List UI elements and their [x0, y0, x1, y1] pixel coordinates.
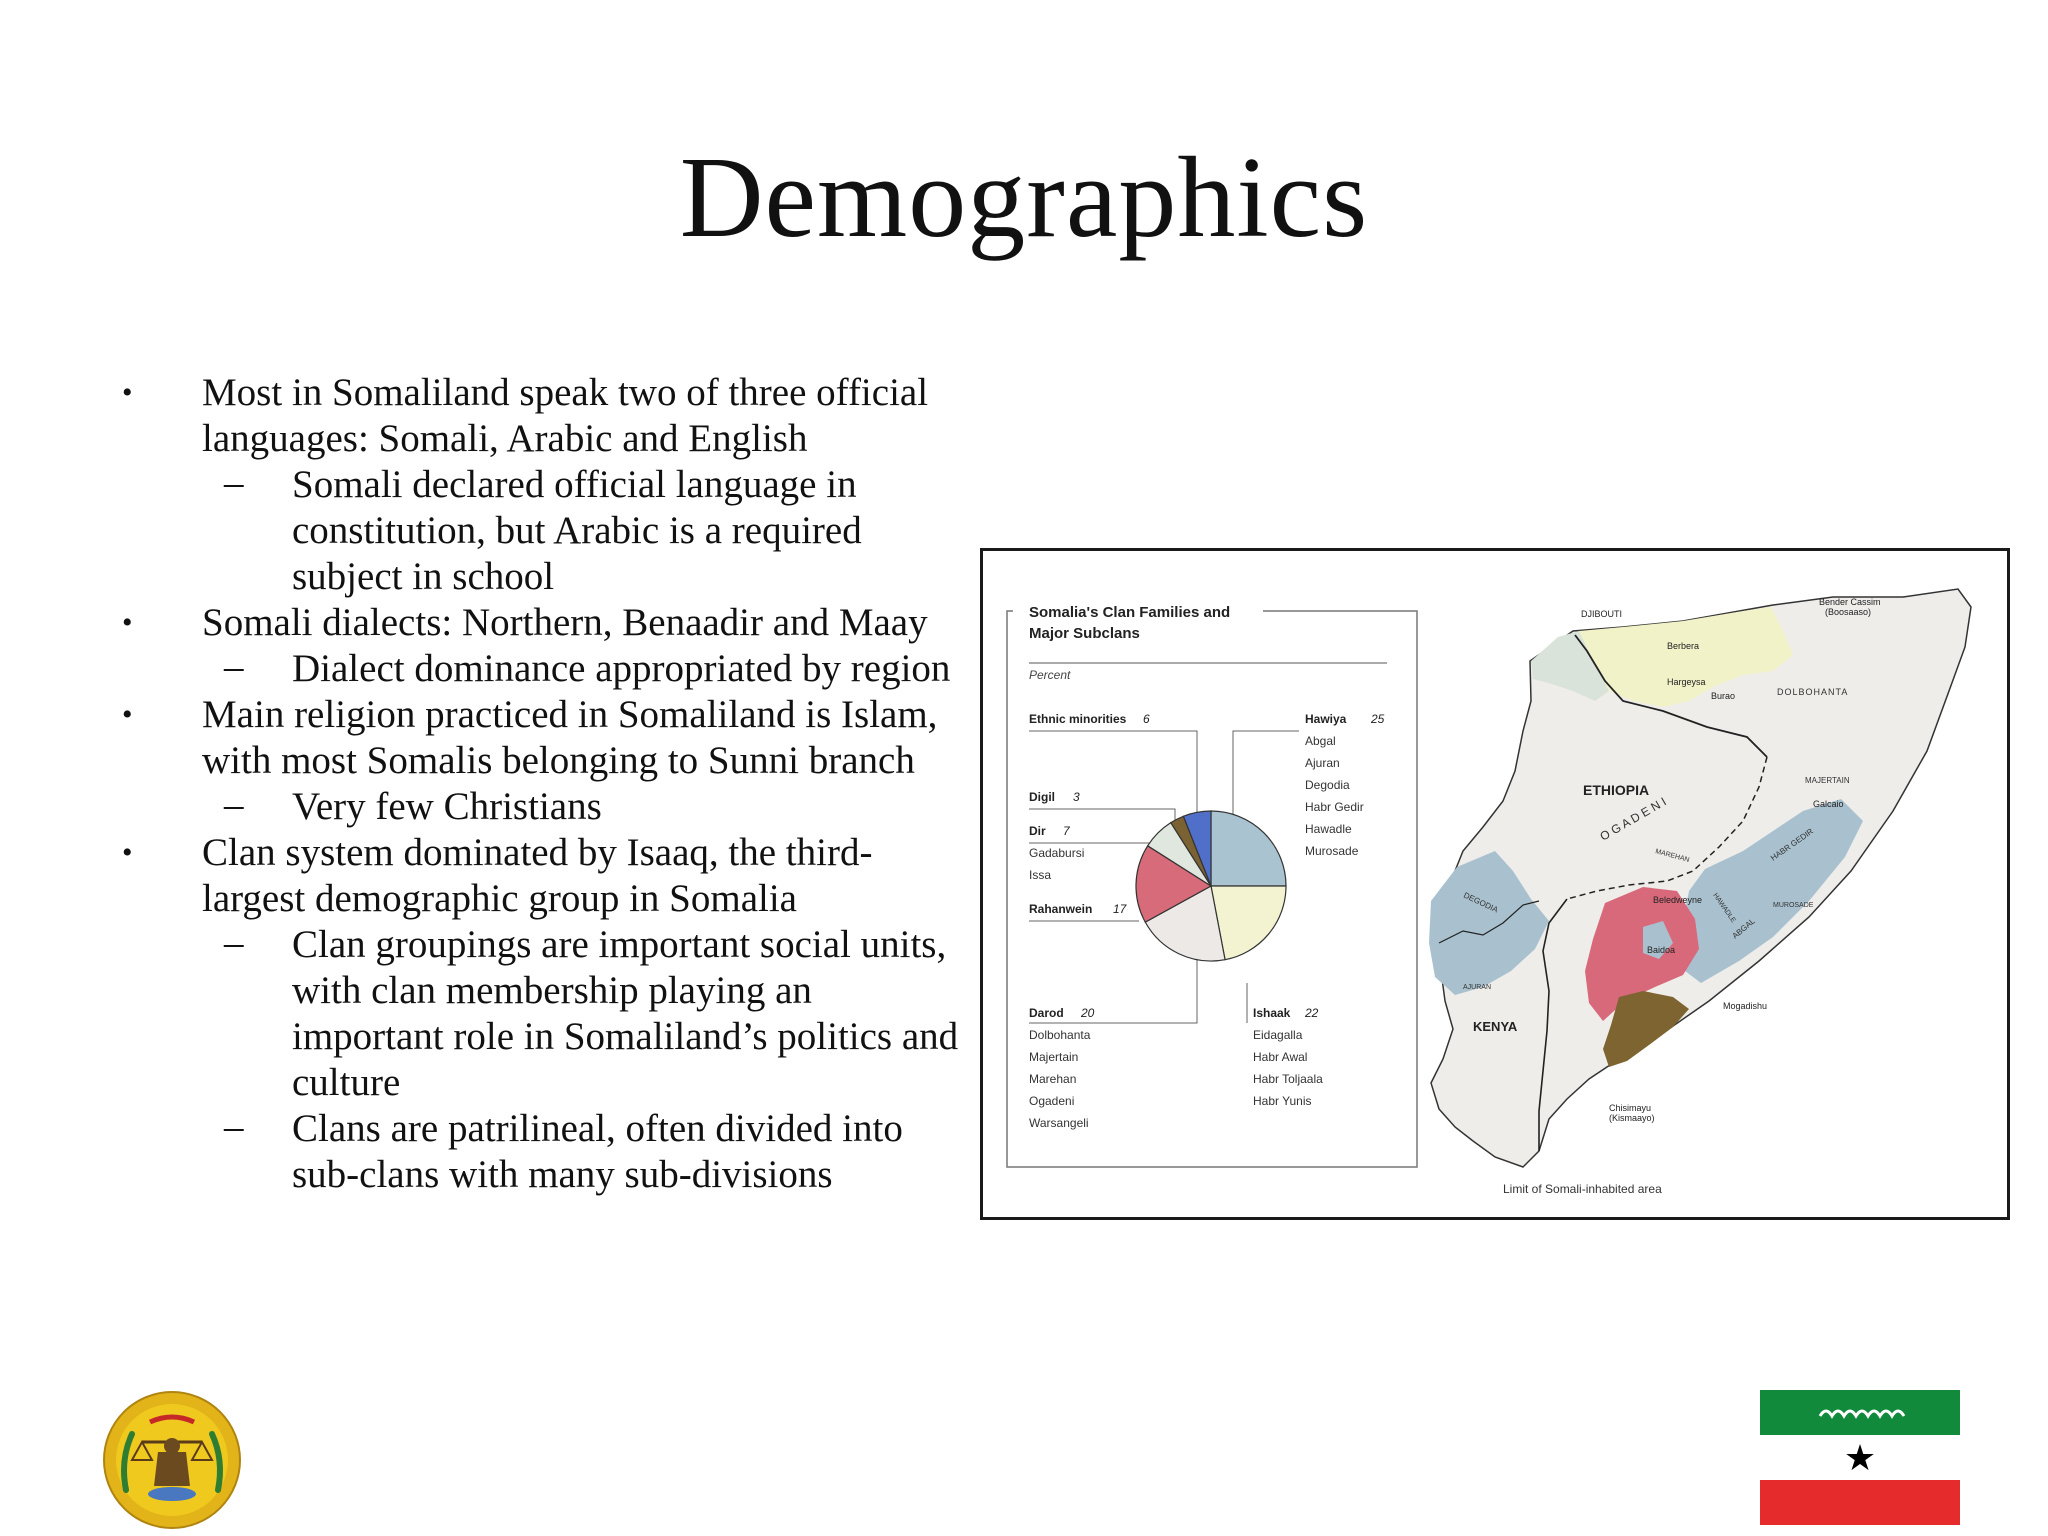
- sub-bullet-text: Somali declared official language in constitution, but Arabic is a required subject in school: [292, 463, 862, 598]
- darod-member: Majertain: [1029, 1050, 1079, 1064]
- eagle-body-icon: [154, 1452, 190, 1486]
- dir-label: Dir: [1029, 824, 1046, 838]
- sub-bullet-marker: –: [224, 783, 244, 826]
- digil-label: Digil: [1029, 790, 1055, 804]
- rahanwein-value: 17: [1113, 902, 1127, 916]
- map-label-kenya: KENYA: [1473, 1019, 1518, 1034]
- hawiya-label: Hawiya: [1305, 712, 1347, 726]
- hawiya-member: Abgal: [1305, 734, 1336, 748]
- sub-bullet-marker: –: [224, 1105, 244, 1148]
- dir-member: Gadabursi: [1029, 846, 1085, 860]
- sub-bullet-item: [110, 462, 970, 600]
- darod-member: Dolbohanta: [1029, 1028, 1091, 1042]
- leader-line: [1233, 731, 1299, 821]
- hawiya-member: Ajuran: [1305, 756, 1340, 770]
- ishaak-member: Eidagalla: [1253, 1028, 1303, 1042]
- hawiya-member: Murosade: [1305, 844, 1359, 858]
- sub-bullet-item: [110, 646, 970, 692]
- legend-title-line2: Major Subclans: [1029, 625, 1140, 642]
- map-label-hawadle: HAWADLE: [1711, 892, 1737, 925]
- digil-value: 3: [1073, 790, 1080, 804]
- sub-bullet-text: Very few Christians: [292, 785, 602, 828]
- hawiya-member: Habr Gedir: [1305, 800, 1364, 814]
- map-label-degodia: DEGODIA: [1462, 890, 1500, 915]
- sub-bullet-item: [110, 1106, 970, 1198]
- ethnic-minorities-label: Ethnic minorities: [1029, 712, 1127, 726]
- bullet-marker: •: [122, 698, 133, 731]
- bullet-item: [110, 692, 970, 784]
- map-label-berbera: Berbera: [1667, 641, 1700, 651]
- bullet-text: Somali dialects: Northern, Benaadir and Maay: [202, 601, 928, 644]
- darod-member: Warsangeli: [1029, 1116, 1089, 1130]
- map-label-murosade: MUROSADE: [1773, 902, 1814, 909]
- map-label-beledweyne: Beledweyne: [1653, 895, 1703, 905]
- map-label-ethiopia: ETHIOPIA: [1583, 782, 1650, 798]
- sub-bullet-text: Clan groupings are important social units, with clan membership playing an important role in Somaliland’s politics and culture: [292, 923, 959, 1104]
- somaliland-flag-icon: [1760, 1390, 1960, 1525]
- bullet-text: Most in Somaliland speak two of three official languages: Somali, Arabic and English: [202, 371, 929, 460]
- map-label-ogadeni: O G A D E N I: [1597, 794, 1669, 844]
- leader-line: [1029, 731, 1197, 821]
- map-label-limit: Limit of Somali-inhabited area: [1503, 1182, 1662, 1196]
- legend-title-line1: Somalia's Clan Families and: [1029, 604, 1231, 621]
- percent-label: Percent: [1029, 668, 1071, 682]
- map-label-dolbohanta: DOLBOHANTA: [1777, 687, 1849, 697]
- dir-member: Issa: [1029, 868, 1052, 882]
- map-label-ajuran: AJURAN: [1463, 984, 1492, 991]
- bullet-item: [110, 370, 970, 462]
- map-label-abgal: ABGAL: [1730, 916, 1757, 941]
- leader-line: [1029, 809, 1175, 835]
- bullet-marker: •: [122, 606, 133, 639]
- ishaak-member: Habr Toljaala: [1253, 1072, 1323, 1086]
- map-label-habr-gedir: HABR GEDIR: [1768, 826, 1815, 863]
- sub-bullet-marker: –: [224, 645, 244, 688]
- hawiya-member: Hawadle: [1305, 822, 1352, 836]
- ishaak-label: Ishaak: [1253, 1006, 1291, 1020]
- map-label-burao: Burao: [1711, 691, 1736, 701]
- map-label-bosaaso: (Boosaaso): [1825, 607, 1872, 617]
- clan-pie-chart: [1136, 811, 1286, 961]
- flag-red-stripe: [1760, 1480, 1960, 1525]
- bullet-item: [110, 830, 970, 922]
- bullet-text: Clan system dominated by Isaaq, the third-largest demographic group in Somalia: [202, 831, 873, 920]
- darod-label: Darod: [1029, 1006, 1064, 1020]
- map-label-djibouti: DJIBOUTI: [1581, 609, 1623, 619]
- map-label-chisimayu: Chisimayu: [1609, 1103, 1652, 1113]
- sub-bullet-text: Clans are patrilineal, often divided into sub-clans with many sub-divisions: [292, 1107, 903, 1196]
- ishaak-value: 22: [1305, 1006, 1319, 1020]
- darod-value: 20: [1081, 1006, 1095, 1020]
- clan-map-svg: [983, 551, 2007, 1217]
- ishaak-member: Habr Awal: [1253, 1050, 1308, 1064]
- rahanwein-label: Rahanwein: [1029, 902, 1093, 916]
- bullet-list: [110, 370, 970, 1198]
- clan-map-figure: [980, 548, 2010, 1220]
- map-label-marehan: MAREHAN: [1654, 848, 1691, 864]
- hawiya-value: 25: [1371, 712, 1385, 726]
- somalia-map: [1429, 589, 1971, 1196]
- sub-bullet-item: [110, 784, 970, 830]
- map-label-hargeysa: Hargeysa: [1667, 677, 1706, 687]
- bullet-marker: •: [122, 836, 133, 869]
- eagle-head-icon: [164, 1438, 180, 1454]
- bullet-item: [110, 600, 970, 646]
- sub-bullet-marker: –: [224, 461, 244, 504]
- darod-member: Ogadeni: [1029, 1094, 1075, 1108]
- shield-base-icon: [148, 1487, 196, 1501]
- map-label-kismaayo: (Kismaayo): [1609, 1113, 1655, 1123]
- sub-bullet-item: [110, 922, 970, 1106]
- map-label-bender: Bender Cassim: [1819, 597, 1881, 607]
- map-label-majertain: MAJERTAIN: [1805, 776, 1850, 785]
- map-label-baidoa: Baidoa: [1647, 945, 1676, 955]
- map-label-mogadishu: Mogadishu: [1723, 1001, 1768, 1011]
- flag-star-icon: ★: [1843, 1438, 1877, 1479]
- somaliland-emblem-icon: [102, 1390, 242, 1530]
- sub-bullet-text: Dialect dominance appropriated by region: [292, 647, 951, 690]
- ishaak-member: Habr Yunis: [1253, 1094, 1312, 1108]
- map-label-galcaio: Galcaio: [1813, 799, 1844, 809]
- darod-member: Marehan: [1029, 1072, 1077, 1086]
- slide-title: Demographics: [679, 134, 1369, 262]
- ethnic-minorities-value: 6: [1143, 712, 1150, 726]
- bullet-text: Main religion practiced in Somaliland is Islam, with most Somalis belonging to Sunni branch: [202, 693, 938, 782]
- sub-bullet-marker: –: [224, 921, 244, 964]
- hawiya-member: Degodia: [1305, 778, 1350, 792]
- pie-slice-hawiya: [1211, 811, 1286, 886]
- bullet-marker: •: [122, 376, 133, 409]
- dir-value: 7: [1063, 824, 1070, 838]
